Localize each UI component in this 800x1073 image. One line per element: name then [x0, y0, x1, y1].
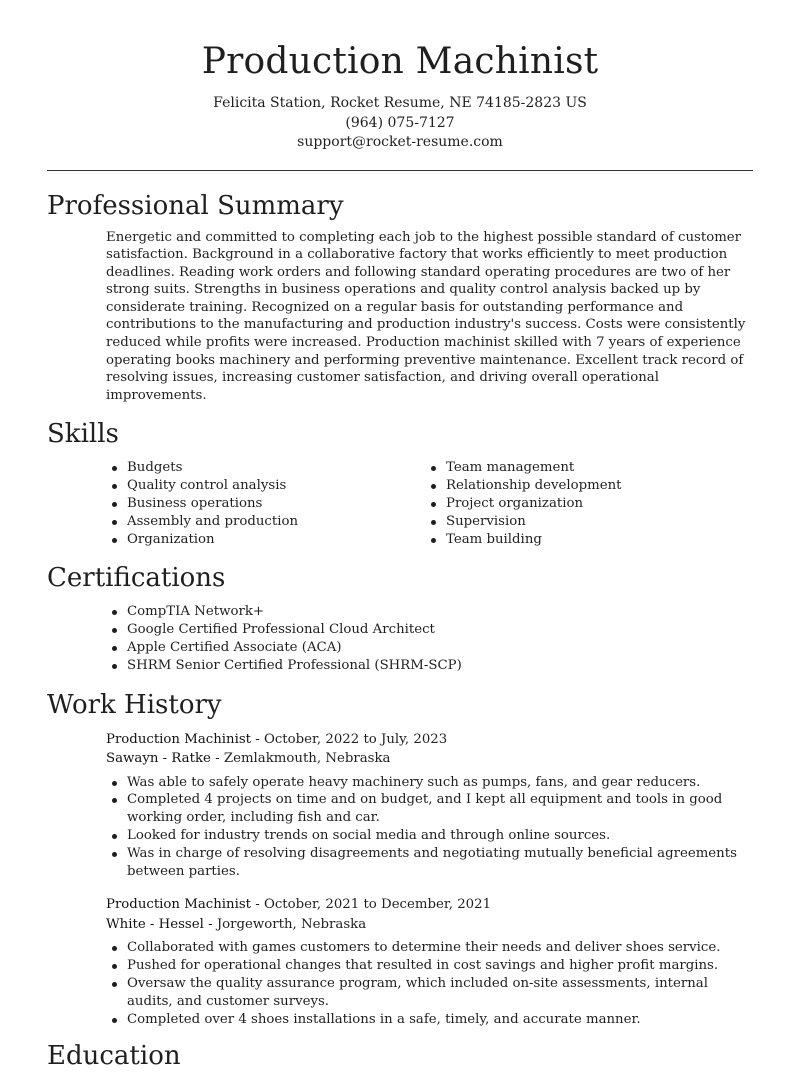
skill-item: Budgets: [106, 459, 425, 477]
summary-heading: Professional Summary: [47, 190, 344, 221]
resume-header: [0, 0, 800, 153]
job-role: Production Machinist: [106, 731, 252, 747]
job-bullet: Was able to safely operate heavy machinery such as pumps, fans, and gear reducers.: [106, 774, 753, 792]
job-role: Production Machinist: [106, 897, 252, 913]
skill-item: Team building: [425, 531, 744, 549]
certifications-heading: Certifications: [47, 563, 226, 594]
job-bullet: Oversaw the quality assurance program, which included on-site assessments, internal audits, and customer surveys.: [106, 975, 753, 1011]
job-location: - Jorgeworth, Nebraska: [203, 916, 367, 932]
job-bullet: Completed 4 projects on time and on budget, and I kept all equipment and tools in good working order, including fish and car.: [106, 791, 753, 827]
contact-address: Felicita Station, Rocket Resume, NE 74185-2823 US: [213, 95, 587, 111]
skills-right-list: [425, 459, 744, 548]
skill-item: Team management: [425, 459, 744, 477]
contact-block: [0, 94, 800, 153]
skills-columns: [106, 459, 800, 548]
job-bullet: Completed over 4 shoes installations in a safe, timely, and accurate manner.: [106, 1011, 753, 1029]
skill-item: Project organization: [425, 495, 744, 513]
job-company-line: [106, 749, 753, 769]
contact-phone: (964) 075-7127: [345, 114, 455, 131]
job-dates: - October, 2022 to July, 2023: [251, 731, 448, 747]
work-history-heading: Work History: [47, 689, 222, 720]
skill-item: Assembly and production: [106, 513, 425, 531]
job-bullet: Was in charge of resolving disagreements and negotiating mutually beneficial agreements between parties.: [106, 845, 753, 881]
job-company: Sawayn - Ratke: [106, 751, 211, 767]
certifications-list: [106, 603, 800, 674]
resume-title: Production Machinist: [201, 41, 599, 82]
job-company-line: [106, 915, 753, 935]
skill-item: Supervision: [425, 513, 744, 531]
job-bullet: Collaborated with games customers to determine their needs and deliver shoes service.: [106, 939, 753, 957]
job-entry: [106, 895, 753, 1028]
certification-item: Google Certified Professional Cloud Architect: [106, 621, 800, 639]
job-company: White - Hessel: [106, 916, 204, 932]
certification-item: Apple Certified Associate (ACA): [106, 639, 800, 657]
education-section: [0, 1039, 800, 1073]
job-bullets: [106, 774, 753, 881]
job-title-line: [106, 730, 753, 750]
skills-section: [0, 417, 800, 548]
skills-heading: Skills: [47, 419, 119, 450]
summary-text: Energetic and committed to completing each job to the highest possible standard of customer satisfaction. Background in a collaborative factory that works efficiently to meet production deadlines. Reading work orders and following standard operating procedures are two of her strong suits. Strengths in business operations and quality control analysis backed up by considerate training. Recognized on a regular basis for outstanding performance and contributions to the manufacturing and production industry's success. Costs were consistently reduced while profits were increased. Production machinist skilled with 7 years of experience operating books machinery and performing preventive maintenance. Excellent track record of resolving issues, increasing customer satisfaction, and driving overall operational improvements.: [106, 229, 746, 403]
job-dates: - October, 2021 to December, 2021: [251, 897, 492, 913]
summary-section: [0, 189, 800, 405]
job-location: - Zemlakmouth, Nebraska: [210, 751, 391, 767]
certification-item: SHRM Senior Certified Professional (SHRM-SCP): [106, 657, 800, 675]
work-history-section: [0, 688, 800, 1029]
certification-item: CompTIA Network+: [106, 603, 800, 621]
skills-left-list: [106, 459, 425, 548]
job-title-line: [106, 895, 753, 915]
skill-item: Organization: [106, 531, 425, 549]
skill-item: Quality control analysis: [106, 477, 425, 495]
skill-item: Relationship development: [425, 477, 744, 495]
contact-email: support@rocket-resume.com: [297, 134, 503, 150]
job-bullet: Pushed for operational changes that resulted in cost savings and higher profit margins.: [106, 957, 753, 975]
job-entry: [106, 730, 753, 881]
job-bullets: [106, 939, 753, 1028]
education-heading: Education: [47, 1041, 181, 1072]
certifications-section: [0, 561, 800, 674]
skill-item: Business operations: [106, 495, 425, 513]
header-divider: [47, 170, 753, 171]
job-bullet: Looked for industry trends on social media and through online sources.: [106, 827, 753, 845]
